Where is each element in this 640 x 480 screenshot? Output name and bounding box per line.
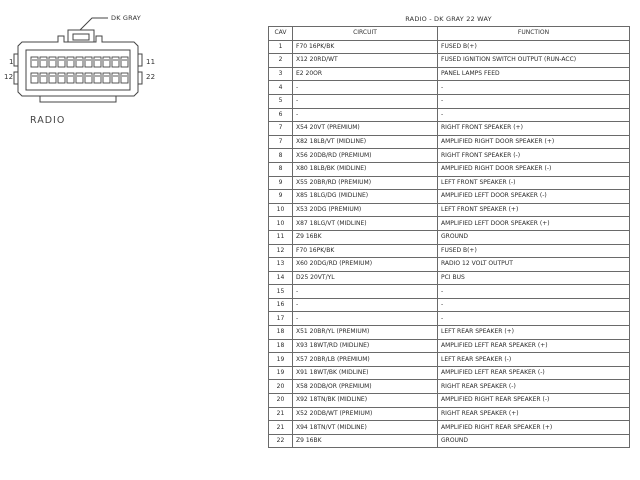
cav-cell: 21: [269, 407, 293, 421]
function-cell: AMPLIFIED LEFT REAR SPEAKER (+): [438, 339, 630, 353]
circuit-cell: Z9 16BK: [293, 230, 438, 244]
circuit-cell: X55 20BR/RD (PREMIUM): [293, 176, 438, 190]
table-row: [269, 380, 630, 394]
circuit-cell: F70 16PK/BK: [293, 244, 438, 258]
cav-cell: 20: [269, 394, 293, 408]
circuit-cell: X94 18TN/VT (MIDLINE): [293, 421, 438, 435]
pin-cavity: [76, 73, 83, 83]
function-cell: RIGHT REAR SPEAKER (-): [438, 380, 630, 394]
pin-cavity: [49, 57, 56, 67]
function-cell: AMPLIFIED RIGHT REAR SPEAKER (-): [438, 394, 630, 408]
cav-cell: 16: [269, 298, 293, 312]
function-cell: LEFT REAR SPEAKER (+): [438, 326, 630, 340]
cav-cell: 20: [269, 380, 293, 394]
circuit-cell: X92 18TN/BK (MIDLINE): [293, 394, 438, 408]
cav-cell: 15: [269, 285, 293, 299]
cav-cell: 18: [269, 339, 293, 353]
function-cell: -: [438, 298, 630, 312]
pin-cavity: [31, 57, 38, 67]
pin-cavity: [58, 57, 65, 67]
cav-cell: 21: [269, 421, 293, 435]
table-row: [269, 230, 630, 244]
table-row: [269, 40, 630, 54]
circuit-cell: -: [293, 108, 438, 122]
function-cell: RIGHT REAR SPEAKER (+): [438, 407, 630, 421]
table-row: [269, 421, 630, 435]
cav-cell: 4: [269, 81, 293, 95]
header-function: FUNCTION: [438, 27, 630, 41]
pin-cavity: [67, 73, 74, 83]
pin-cavity: [31, 73, 38, 83]
function-cell: -: [438, 94, 630, 108]
circuit-cell: X56 20DB/RD (PREMIUM): [293, 149, 438, 163]
table-row: [269, 312, 630, 326]
pin-cavity: [94, 57, 101, 67]
function-cell: -: [438, 108, 630, 122]
pin-label-12: 12: [4, 73, 14, 81]
header-cav: CAV: [269, 27, 293, 41]
cav-cell: 19: [269, 353, 293, 367]
circuit-cell: Z9 16BK: [293, 434, 438, 448]
function-cell: RIGHT FRONT SPEAKER (-): [438, 149, 630, 163]
table-title: RADIO - DK GRAY 22 WAY: [405, 15, 492, 23]
pin-cavity: [121, 73, 128, 83]
circuit-cell: X57 20BR/LB (PREMIUM): [293, 353, 438, 367]
circuit-cell: X85 18LG/DG (MIDLINE): [293, 190, 438, 204]
table-row: [269, 203, 630, 217]
function-cell: FUSED B(+): [438, 40, 630, 54]
table-row: [269, 217, 630, 231]
table-row: [269, 81, 630, 95]
function-cell: FUSED IGNITION SWITCH OUTPUT (RUN-ACC): [438, 54, 630, 68]
circuit-cell: -: [293, 285, 438, 299]
table-row: [269, 353, 630, 367]
table-row: [269, 176, 630, 190]
connector-drawing: [0, 0, 180, 140]
cav-cell: 7: [269, 135, 293, 149]
cav-cell: 17: [269, 312, 293, 326]
cav-cell: 7: [269, 122, 293, 136]
function-cell: RADIO 12 VOLT OUTPUT: [438, 258, 630, 272]
cav-cell: 2: [269, 54, 293, 68]
table-body: [269, 40, 630, 448]
table-row: [269, 149, 630, 163]
cav-cell: 9: [269, 176, 293, 190]
function-cell: PANEL LAMPS FEED: [438, 67, 630, 81]
table-row: [269, 94, 630, 108]
connector-caption: RADIO: [30, 115, 66, 126]
table-row: [269, 298, 630, 312]
cav-cell: 3: [269, 67, 293, 81]
cav-cell: 5: [269, 94, 293, 108]
function-cell: FUSED B(+): [438, 244, 630, 258]
circuit-cell: X80 18LB/BK (MIDLINE): [293, 162, 438, 176]
pin-label-1: 1: [9, 58, 14, 66]
cav-cell: 22: [269, 434, 293, 448]
function-cell: AMPLIFIED RIGHT DOOR SPEAKER (-): [438, 162, 630, 176]
cav-cell: 8: [269, 162, 293, 176]
pin-cavity: [121, 57, 128, 67]
pin-cavity: [85, 57, 92, 67]
table-row: [269, 54, 630, 68]
table-row: [269, 67, 630, 81]
circuit-cell: -: [293, 312, 438, 326]
function-cell: AMPLIFIED RIGHT REAR SPEAKER (+): [438, 421, 630, 435]
pin-cavity: [112, 73, 119, 83]
table-row: [269, 407, 630, 421]
table-row: [269, 285, 630, 299]
pin-label-11: 11: [146, 58, 156, 66]
table-row: [269, 244, 630, 258]
function-cell: AMPLIFIED LEFT REAR SPEAKER (-): [438, 366, 630, 380]
cav-cell: 8: [269, 149, 293, 163]
pin-cavity: [103, 57, 110, 67]
circuit-cell: -: [293, 81, 438, 95]
function-cell: AMPLIFIED LEFT DOOR SPEAKER (+): [438, 217, 630, 231]
cav-cell: 12: [269, 244, 293, 258]
pin-cavity: [85, 73, 92, 83]
pin-cavity: [76, 57, 83, 67]
cav-cell: 9: [269, 190, 293, 204]
table-row: [269, 394, 630, 408]
cav-cell: 6: [269, 108, 293, 122]
function-cell: LEFT FRONT SPEAKER (-): [438, 176, 630, 190]
pin-cavity: [58, 73, 65, 83]
circuit-cell: X58 20DB/OR (PREMIUM): [293, 380, 438, 394]
pin-cavity: [112, 57, 119, 67]
connector-color-label: DK GRAY: [111, 14, 141, 22]
pin-cavity: [40, 73, 47, 83]
function-cell: -: [438, 81, 630, 95]
circuit-cell: X82 18LB/VT (MIDLINE): [293, 135, 438, 149]
cav-cell: 18: [269, 326, 293, 340]
pin-cavity: [103, 73, 110, 83]
cav-cell: 10: [269, 203, 293, 217]
circuit-cell: F70 16PK/BK: [293, 40, 438, 54]
table-row: [269, 162, 630, 176]
function-cell: AMPLIFIED RIGHT DOOR SPEAKER (+): [438, 135, 630, 149]
circuit-cell: X91 18WT/BK (MIDLINE): [293, 366, 438, 380]
function-cell: -: [438, 312, 630, 326]
pin-cavity: [94, 73, 101, 83]
table-row: [269, 271, 630, 285]
function-cell: LEFT REAR SPEAKER (-): [438, 353, 630, 367]
connector-figure: [0, 0, 180, 140]
circuit-cell: X52 20DB/WT (PREMIUM): [293, 407, 438, 421]
table-row: [269, 122, 630, 136]
cav-cell: 11: [269, 230, 293, 244]
circuit-cell: X51 20BR/YL (PREMIUM): [293, 326, 438, 340]
cav-cell: 14: [269, 271, 293, 285]
table-row: [269, 108, 630, 122]
circuit-cell: -: [293, 94, 438, 108]
cav-cell: 1: [269, 40, 293, 54]
table-row: [269, 434, 630, 448]
table-row: [269, 339, 630, 353]
circuit-cell: D25 20VT/YL: [293, 271, 438, 285]
table-row: [269, 366, 630, 380]
function-cell: GROUND: [438, 230, 630, 244]
pin-cavity: [67, 57, 74, 67]
pin-cavity: [40, 57, 47, 67]
function-cell: GROUND: [438, 434, 630, 448]
cav-cell: 10: [269, 217, 293, 231]
header-circuit: CIRCUIT: [293, 27, 438, 41]
pin-label-22: 22: [146, 73, 156, 81]
circuit-cell: X60 20DG/RD (PREMIUM): [293, 258, 438, 272]
circuit-cell: X54 20VT (PREMIUM): [293, 122, 438, 136]
circuit-cell: -: [293, 298, 438, 312]
pinout-table: [268, 26, 630, 448]
cav-cell: 19: [269, 366, 293, 380]
table-row: [269, 326, 630, 340]
table-row: [269, 135, 630, 149]
circuit-cell: X93 18WT/RD (MIDLINE): [293, 339, 438, 353]
function-cell: RIGHT FRONT SPEAKER (+): [438, 122, 630, 136]
table-row: [269, 258, 630, 272]
circuit-cell: X12 20RD/WT: [293, 54, 438, 68]
cav-cell: 13: [269, 258, 293, 272]
circuit-cell: X87 18LG/VT (MIDLINE): [293, 217, 438, 231]
circuit-cell: E2 20OR: [293, 67, 438, 81]
pin-cavity: [49, 73, 56, 83]
table-row: [269, 190, 630, 204]
table-header-row: [269, 27, 630, 41]
function-cell: AMPLIFIED LEFT DOOR SPEAKER (-): [438, 190, 630, 204]
function-cell: PCI BUS: [438, 271, 630, 285]
function-cell: LEFT FRONT SPEAKER (+): [438, 203, 630, 217]
circuit-cell: X53 20DG (PREMIUM): [293, 203, 438, 217]
function-cell: -: [438, 285, 630, 299]
